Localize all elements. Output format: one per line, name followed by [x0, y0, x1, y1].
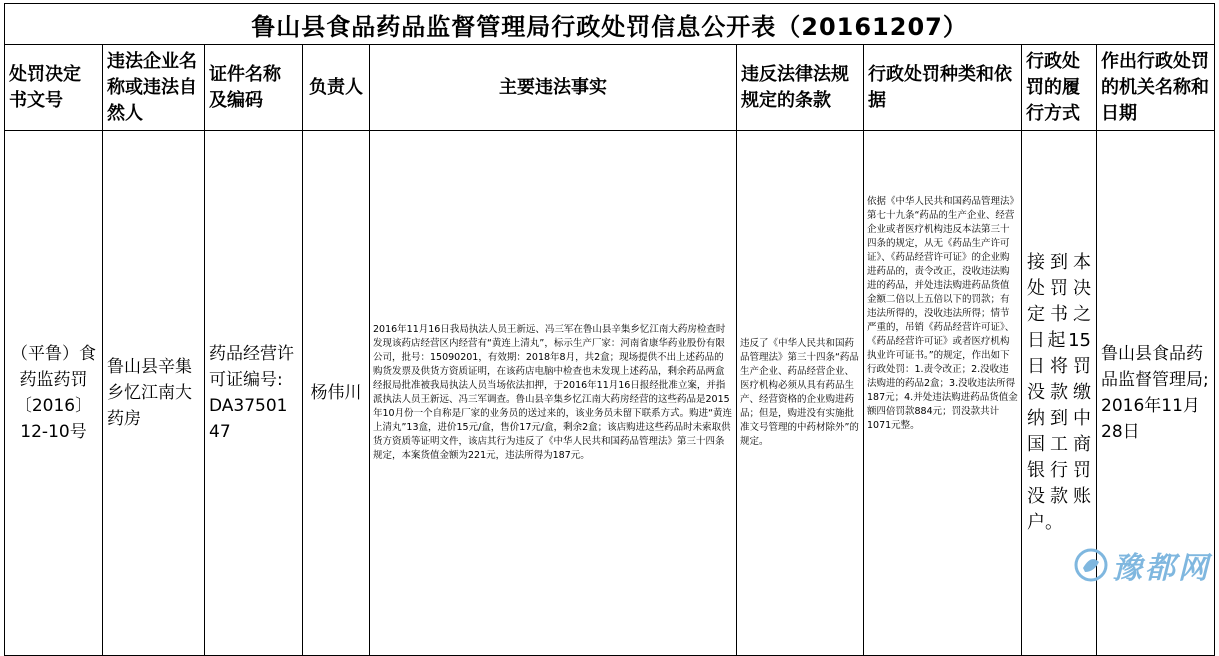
header-license: 证件名称及编码: [205, 45, 303, 131]
header-penalty: 行政处罚种类和依据: [864, 45, 1022, 131]
header-authority: 作出行政处罚的机关名称和日期: [1097, 45, 1215, 131]
penalty-info-table: [4, 3, 1215, 656]
cell-facts: 2016年11月16日我局执法人员王新远、冯三军在鲁山县辛集乡忆江南大药房检查时发现该药店经营区内经营有“黄连上清丸”，标示生产厂家：河南省康华药业股份有限公司，批号：15090201，有效期：2018年8月，共2盒；现场提供不出上述药品的购货发票及供货方资质证明，在该药店电脑中检查也未发现上述药品，剩余药品两盒经报局批准被我局执法人员当场依法扣押，于2016年11月16日报经批准立案，并指派执法人员王新远、冯三军调查。鲁山县辛集乡忆江南大药房经营的这些药品是2015年10月份一个自称是厂家的业务员的送过来的，该业务员未留下联系方式。购进“黄连上清丸”13盒，进价15元/盒，售价17元/盒，剩余2盒；该店购进这些药品时未索取供货方资质等证明文件，该店其行为违反了《中华人民共和国药品管理法》第三十四条规定，本案货值金额为221元，违法所得为187元。: [370, 131, 737, 656]
cell-law: 违反了《中华人民共和国药品管理法》第三十四条“药品生产企业、药品经营企业、医疗机构必须从具有药品生产、经营资格的企业购进药品；但是，购进没有实施批准文号管理的中药材除外”的规定。: [737, 131, 864, 656]
table-title: 鲁山县食品药品监督管理局行政处罚信息公开表（20161207）: [5, 4, 1215, 45]
watermark-text: 豫都网: [1112, 551, 1211, 586]
cell-doc-no: （平鲁）食药监药罚〔2016〕12-10号: [5, 131, 103, 656]
cell-authority: 鲁山县食品药品监督管理局; 2016年11月28日: [1097, 131, 1215, 656]
cell-penalty: 依据《中华人民共和国药品管理法》第七十九条“药品的生产企业、经营企业或者医疗机构违反本法第三十四条的规定，从无《药品生产许可证》、《药品经营许可证》的企业购进药品的，责令改正，没收违法购进的药品，并处违法购进药品货值金额二倍以上五倍以下的罚款；有违法所得的，没收违法所得；情节严重的，吊销《药品经营许可证》、《药品经营许可证》或者医疗机构执业许可证书。”的规定，作出如下行政处罚：1.责令改正；2.没收违法购进的药品2盒；3.没收违法所得187元；4.并处违法购进药品货值金额四倍罚款884元；罚没款共计1071元整。: [864, 131, 1022, 656]
header-law: 违反法律法规规定的条款: [737, 45, 864, 131]
table-row: [5, 131, 1215, 656]
header-row: [5, 45, 1215, 131]
cell-license: 药品经营许可证编号: DA3750147: [205, 131, 303, 656]
header-method: 行政处罚的履行方式: [1022, 45, 1097, 131]
yudu-logo-icon: [1074, 548, 1108, 582]
penalty-table-frame: [4, 3, 1214, 587]
cell-person: 杨伟川: [303, 131, 370, 656]
header-doc-no: 处罚决定书文号: [5, 45, 103, 131]
cell-method: 接到本处罚决定书之日起15日将罚没款缴纳到中国工商银行罚没款账户。: [1022, 131, 1097, 656]
header-company: 违法企业名称或违法自然人: [103, 45, 205, 131]
header-person: 负责人: [303, 45, 370, 131]
cell-company: 鲁山县辛集乡忆江南大药房: [103, 131, 205, 656]
header-facts: 主要违法事实: [370, 45, 737, 131]
site-watermark: [1074, 543, 1211, 587]
